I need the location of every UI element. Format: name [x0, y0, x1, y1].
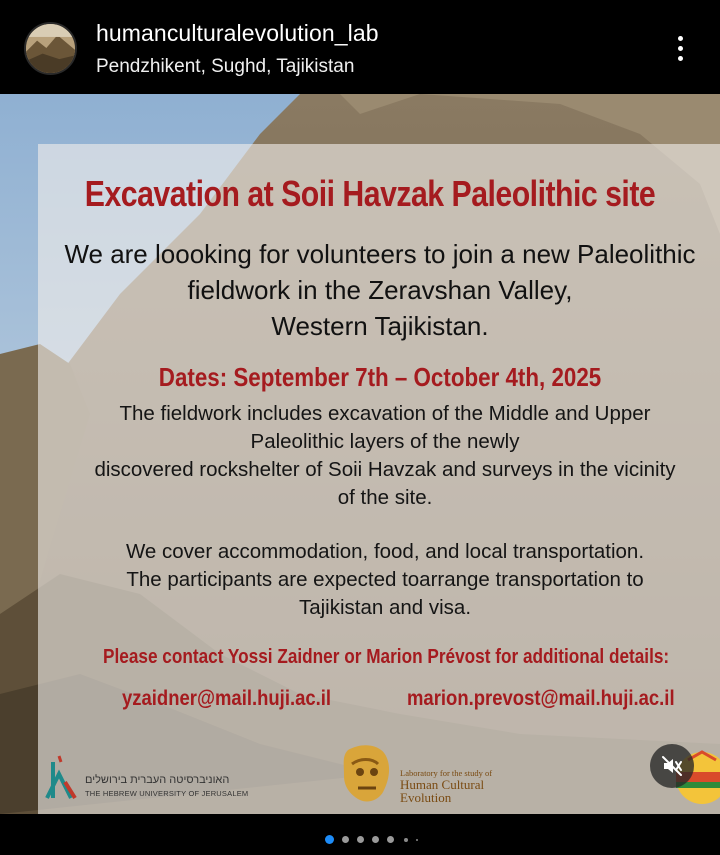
- flyer-description: [40, 400, 720, 512]
- more-dot-icon: [678, 56, 683, 61]
- carousel-dot-3[interactable]: [357, 836, 364, 843]
- hce-subtitle: Laboratory for the study of: [400, 768, 493, 778]
- huji-english-name: THE HEBREW UNIVERSITY OF JERUSALEM: [85, 789, 249, 798]
- huji-hebrew-name: האוניברסיטה העברית בירושלים: [85, 774, 230, 786]
- carousel-dots: [0, 836, 720, 846]
- description-line: of the site.: [337, 486, 433, 509]
- post-header: [0, 0, 720, 94]
- human-cultural-evolution-logo: [338, 742, 538, 808]
- intro-line: fieldwork in the Zeravshan Valley,: [187, 275, 573, 305]
- intro-line: We are loooking for volunteers to join a new Paleolithic: [64, 239, 696, 269]
- flyer-coverage: [40, 538, 720, 622]
- sound-muted-icon: [661, 755, 683, 777]
- description-line: The fieldwork includes excavation of the Middle and Upper: [119, 402, 651, 425]
- more-dot-icon: [678, 36, 683, 41]
- coverage-line: The participants are expected toarrange transportation to: [126, 568, 644, 591]
- email-marion-prevost: marion.prevost@mail.huji.ac.il: [407, 687, 675, 710]
- more-dot-icon: [678, 46, 683, 51]
- mute-toggle-button[interactable]: [650, 744, 694, 788]
- carousel-bar: [0, 814, 720, 855]
- avatar[interactable]: [24, 22, 77, 75]
- flyer-contact: Please contact Yossi Zaidner or Marion Prévost for additional details:: [103, 646, 670, 668]
- hce-title-line: Evolution: [400, 790, 452, 805]
- flyer-title: Excavation at Soii Havzak Paleolithic site: [84, 173, 656, 214]
- location-link[interactable]: Pendzhikent, Sughd, Tajikistan: [96, 56, 355, 77]
- username[interactable]: humanculturalevolution_lab: [96, 20, 379, 46]
- hominin-skull-icon: [338, 742, 394, 806]
- hebrew-university-logo: [45, 752, 249, 808]
- intro-line: Western Tajikistan.: [271, 311, 489, 341]
- hce-title: [400, 778, 530, 804]
- flyer-intro: [30, 236, 720, 344]
- carousel-dot-7[interactable]: [416, 839, 418, 841]
- carousel-dot-6[interactable]: [404, 838, 408, 842]
- flyer-dates: Dates: September 7th – October 4th, 2025: [158, 362, 602, 392]
- description-line: discovered rockshelter of Soii Havzak and surveys in the vicinity: [94, 458, 676, 481]
- carousel-dot-4[interactable]: [372, 836, 379, 843]
- carousel-dot-1[interactable]: [325, 835, 334, 844]
- coverage-line: We cover accommodation, food, and local transportation.: [125, 540, 645, 563]
- carousel-dot-2[interactable]: [342, 836, 349, 843]
- carousel-dot-5[interactable]: [387, 836, 394, 843]
- description-line: Paleolithic layers of the newly: [250, 430, 520, 453]
- hebrew-university-icon: [45, 752, 81, 808]
- more-options-button[interactable]: [664, 28, 696, 68]
- avatar-photo-icon: [26, 24, 75, 73]
- coverage-line: Tajikistan and visa.: [298, 596, 472, 619]
- email-yzaidner: yzaidner@mail.huji.ac.il: [122, 687, 332, 710]
- hce-title-line: Human Cultural: [400, 777, 485, 792]
